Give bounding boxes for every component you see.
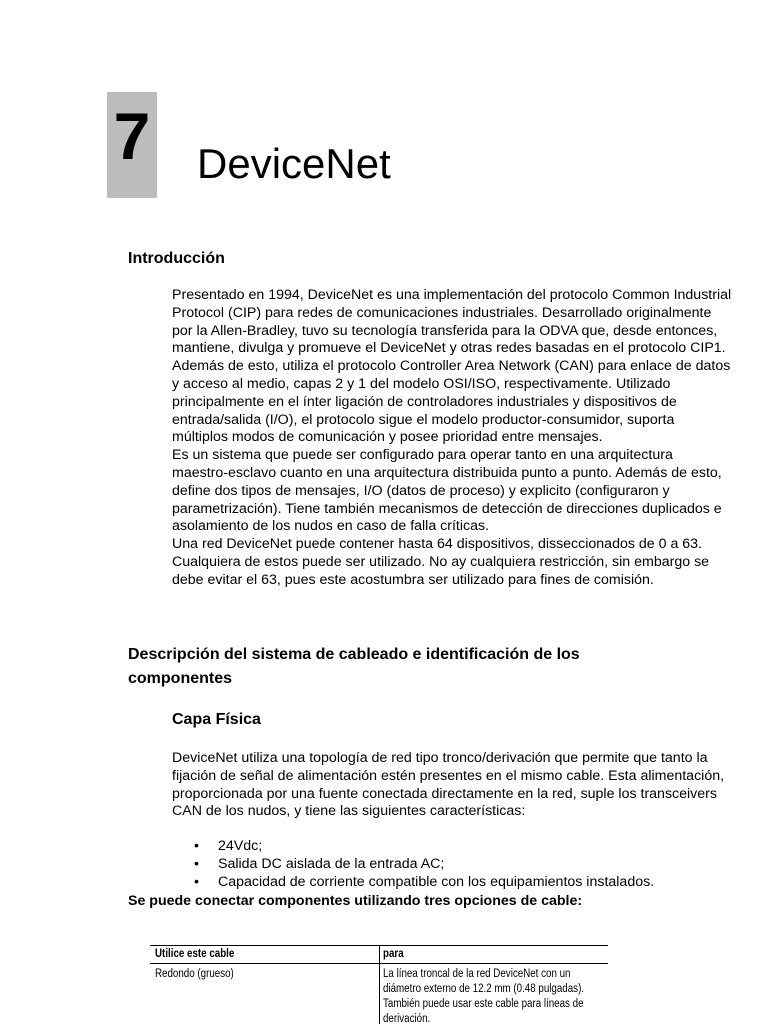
bullet-icon: •	[194, 873, 199, 890]
cable-options-note: Se puede conectar componentes utilizando tres opciones de cable:	[128, 893, 583, 909]
physical-layer-paragraph: DeviceNet utiliza una topología de red tipo tronco/derivación que permite que tanto la fijación de señal de alimentación estén presentes en el mismo cable. Esta alimentación, proporcionada por una fuente conectada directamente en la red, suple los transceivers CAN de los nudos, y tiene las siguientes características:	[172, 750, 725, 820]
list-item-text: Salida DC aislada de la entrada AC;	[218, 855, 445, 872]
list-item-text: 24Vdc;	[218, 838, 263, 854]
chapter-number: 7	[113, 99, 151, 173]
list-item	[172, 838, 732, 856]
intro-heading: Introducción	[128, 250, 225, 267]
table-header-cable: Utilice este cable	[155, 948, 235, 960]
list-item-text: Capacidad de corriente compatible con los equipamientos instalados.	[218, 873, 655, 890]
chapter-title: DeviceNet	[197, 140, 391, 187]
table-header-use: para	[383, 948, 404, 960]
intro-body	[172, 287, 732, 590]
intro-paragraph-3: Una red DeviceNet puede contener hasta 64 dispositivos, disseccionados de 0 a 63. Cualquiera de estos puede ser utilizado. No ay cualquiera restricción, sin embargo se debe evitar el 63, pues este acostumbra ser utilizado para fines de comisión.	[172, 536, 710, 588]
intro-paragraph-1: Presentado en 1994, DeviceNet es una implementación del protocolo Common Industrial Protocol (CIP) para redes de comunicaciones industriales. Desarrollado originalmente por la Allen-Bradley, tuvo su tecnología transferida para la ODVA que, desde entonces, mantiene, divulga y promueve el DeviceNet y otras redes basadas en el protocolo CIP1. Además de esto, utiliza el protocolo Controller Area Network (CAN) para enlace de datos y acceso al medio, capas 2 y 1 del modelo OSI/ISO, respectivamente. Utilizado principalmente en el ínter ligación de controladores industriales y dispositivos de entrada/salida (I/O), el protocolo sigue el modelo productor-consumidor, suporta múltiplos modos de comunicación y posee prioridad entre mensajes.	[172, 287, 732, 446]
intro-paragraph-2: Es un sistema que puede ser configurado para operar tanto en una arquitectura maestro-esclavo cuanto en una arquitectura distribuida punto a punto. Además de esto, define dos tipos de mensajes, I/O (datos de proceso) y explicito (configuraron y parametrización). Tiene también mecanismos de detección de direcciones duplicados e asolamiento de los nudos en caso de falla críticas.	[172, 447, 722, 535]
table-column-divider	[379, 945, 380, 1024]
bullet-icon: •	[194, 838, 199, 854]
bullet-icon: •	[194, 855, 199, 872]
features-list	[172, 838, 732, 891]
physical-layer-heading: Capa Física	[172, 711, 261, 728]
description-heading: Descripción del sistema de cableado e identificación de los componentes	[128, 646, 580, 687]
list-item	[172, 874, 732, 892]
table-cell-use: La línea troncal de la red DeviceNet con un diámetro externo de 12.2 mm (0.48 pulgadas). También puede usar este cable para líneas de derivación.	[383, 968, 585, 1024]
table-cell-cable: Redondo (grueso)	[155, 968, 234, 980]
list-item	[172, 856, 732, 874]
physical-layer-body	[172, 750, 732, 821]
